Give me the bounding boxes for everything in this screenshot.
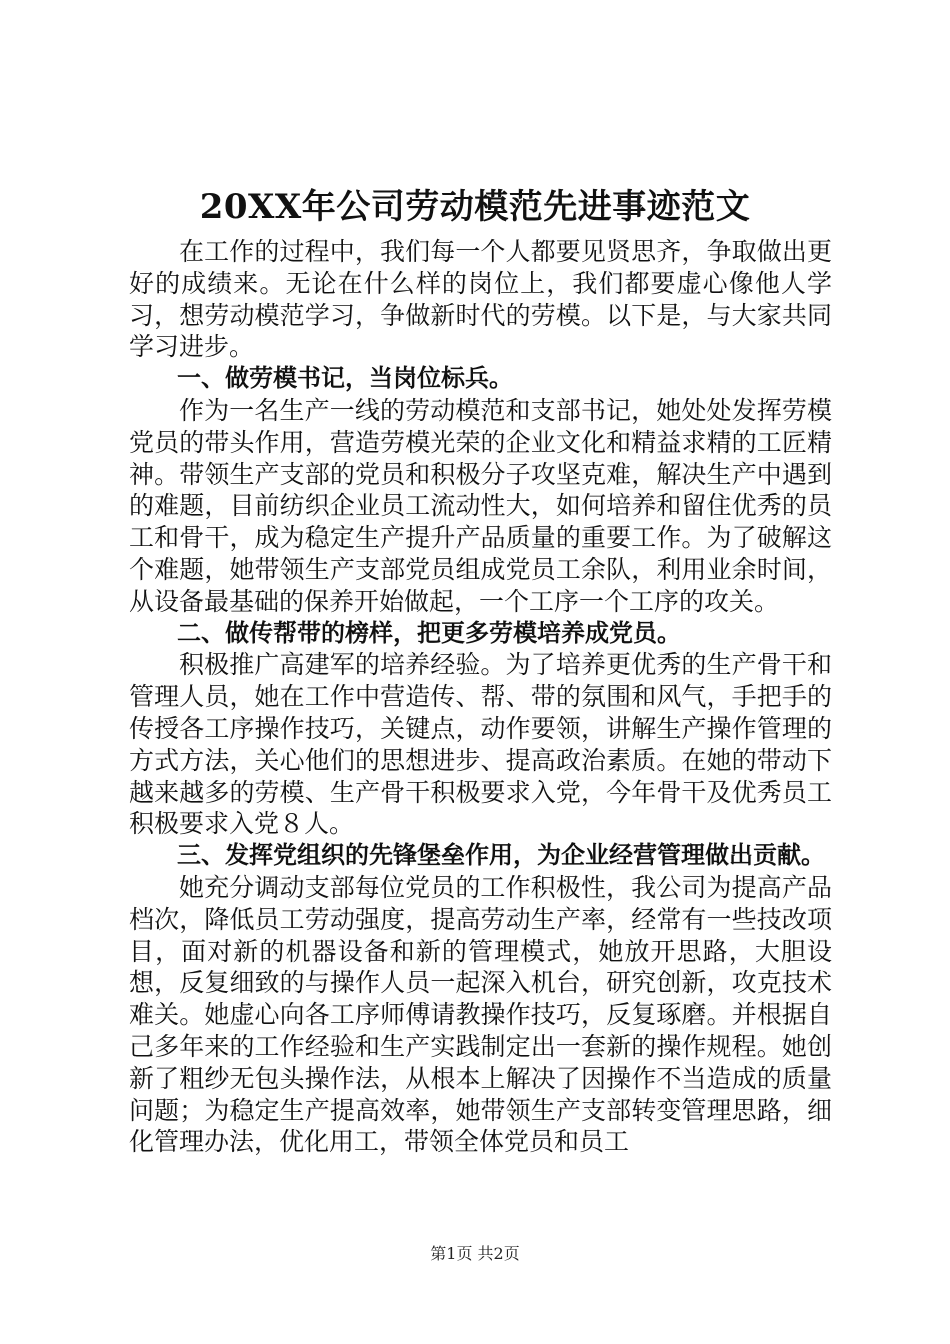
section-heading-2: 二、做传帮带的榜样，把更多劳模培养成党员。 (177, 618, 681, 647)
document-body (129, 236, 832, 1158)
paragraph-intro: 在工作的过程中，我们每一个人都要见贤思齐，争取做出更好的成绩来。无论在什么样的岗位上，我们都要虚心像他人学习，想劳动模范学习，争做新时代的劳模。以下是，与大家共同学习进步。 (129, 237, 832, 362)
page-footer: 第1页 共2页 (430, 1244, 520, 1263)
paragraph-section-2: 积极推广高建军的培养经验。为了培养更优秀的生产骨干和管理人员，她在工作中营造传、帮、带的氛围和风气，手把手的传授各工序操作技巧，关键点，动作要领，讲解生产操作管理的方式方法，关心他们的思想进步、提高政治素质。在她的带动下越来越多的劳模、生产骨干积极要求入党，今年骨干及优秀员工积极要求入党８人。 (129, 650, 832, 839)
section-heading-1: 一、做劳模书记，当岗位标兵。 (177, 364, 513, 393)
document-title: 20XX年公司劳动模范先进事迹范文 (199, 187, 751, 227)
paragraph-section-3: 她充分调动支部每位党员的工作积极性，我公司为提高产品档次，降低员工劳动强度，提高劳动生产率，经常有一些技改项目，面对新的机器设备和新的管理模式，她放开思路，大胆设想，反复细致的与操作人员一起深入机台，研究创新，攻克技术难关。她虚心向各工序师傅请教操作技巧，反复琢磨。并根据自己多年来的工作经验和生产实践制定出一套新的操作规程。她创新了粗纱无包头操作法，从根本上解决了因操作不当造成的质量问题；为稳定生产提高效率，她带领生产支部转变管理思路，细化管理办法，优化用工，带领全体党员和员工 (129, 872, 832, 1157)
section-heading-3: 三、发挥党组织的先锋堡垒作用，为企业经营管理做出贡献。 (177, 841, 825, 870)
paragraph-section-1: 作为一名生产一线的劳动模范和支部书记，她处处发挥劳模党员的带头作用，营造劳模光荣的企业文化和精益求精的工匠精神。带领生产支部的党员和积极分子攻坚克难，解决生产中遇到的难题，目前纺织企业员工流动性大，如何培养和留住优秀的员工和骨干，成为稳定生产提升产品质量的重要工作。为了破解这个难题，她带领生产支部党员组成党员工余队，利用业余时间，从设备最基础的保养开始做起，一个工序一个工序的攻关。 (129, 395, 832, 616)
